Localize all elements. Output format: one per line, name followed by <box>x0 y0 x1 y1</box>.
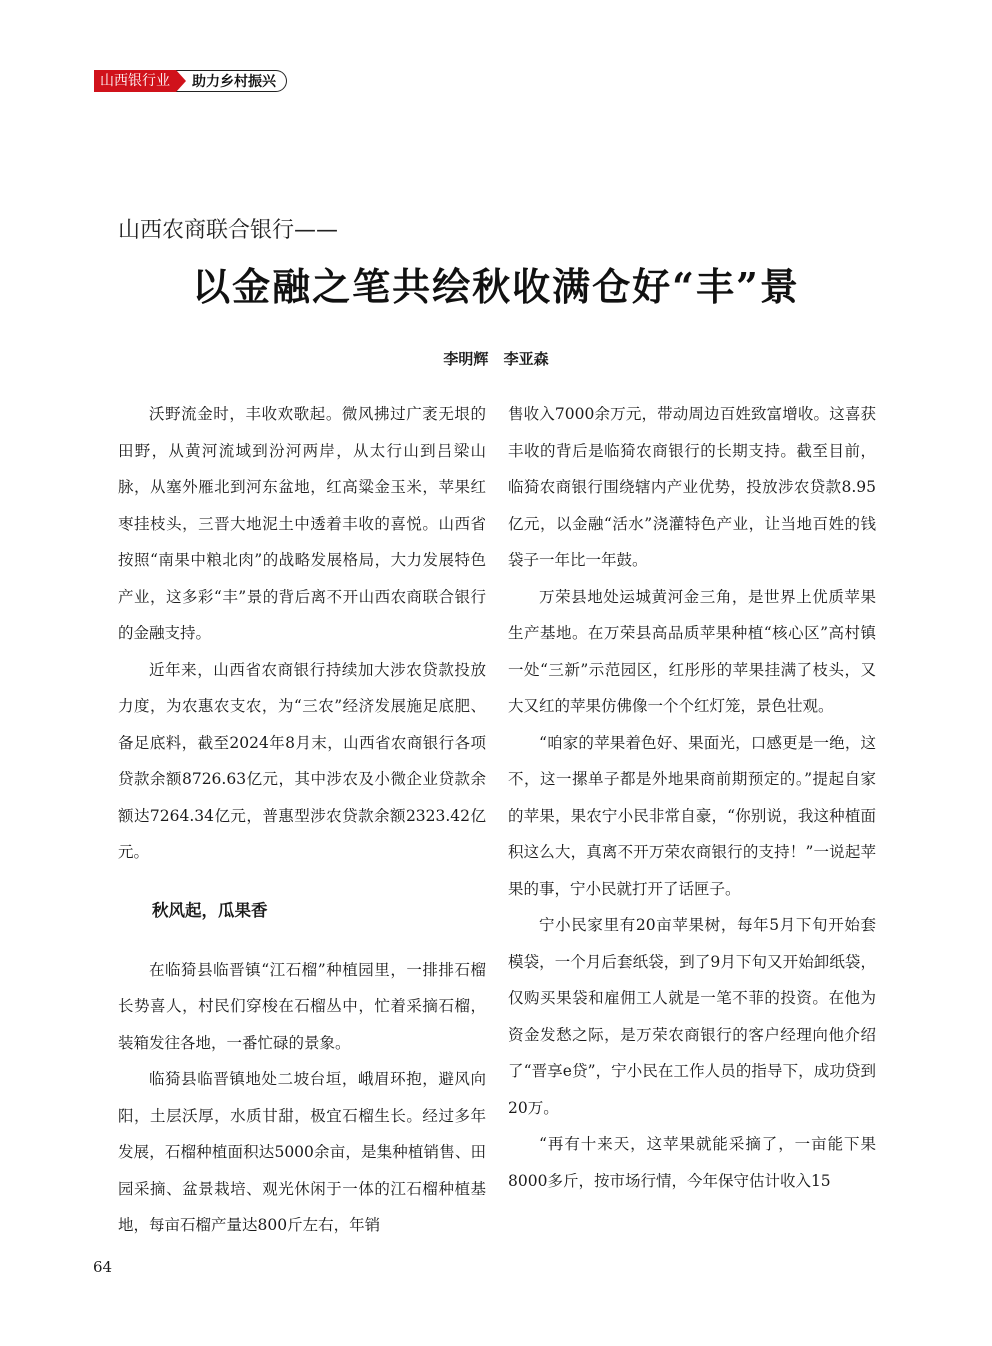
section-tag-text: 助力乡村振兴 <box>176 70 287 92</box>
article-title: 以金融之笔共绘秋收满仓好“丰”景 <box>192 264 800 309</box>
paragraph: 售收入7000余万元，带动周边百姓致富增收。这喜获丰收的背后是临猗农商银行的长期支持。截至目前，临猗农商银行围绕辖内产业优势，投放涉农贷款8.95亿元，以金融“活水”浇灌特色产业，让当地百姓的钱袋子一年比一年鼓。 <box>508 405 876 569</box>
section-tag <box>94 70 287 92</box>
paragraph: “再有十来天，这苹果就能采摘了，一亩能下果8000多斤，按市场行情，今年保守估计收入15 <box>508 1135 876 1190</box>
paragraph: 沃野流金时，丰收欢歌起。微风拂过广袤无垠的田野，从黄河流域到汾河两岸，从太行山到吕梁山脉，从塞外雁北到河东盆地，红高粱金玉米，苹果红枣挂枝头，三晋大地泥土中透着丰收的喜悦。山西省按照“南果中粮北肉”的战略发展格局，大力发展特色产业，这多彩“丰”景的背后离不开山西农商联合银行的金融支持。 <box>118 405 486 642</box>
paragraph: 近年来，山西省农商银行持续加大涉农贷款投放力度，为农惠农支农，为“三农”经济发展施足底肥、备足底料，截至2024年8月末，山西省农商银行各项贷款余额8726.63亿元，其中涉农及小微企业贷款余额达7264.34亿元，普惠型涉农贷款余额2323.42亿元。 <box>118 660 486 861</box>
paragraph: 宁小民家里有20亩苹果树，每年5月下旬开始套模袋，一个月后套纸袋，到了9月下旬又开始卸纸袋，仅购买果袋和雇佣工人就是一笔不菲的投资。在他为资金发愁之际，是万荣农商银行的客户经理向他介绍了“晋享e贷”，宁小民在工作人员的指导下，成功贷到20万。 <box>508 916 876 1117</box>
right-column <box>508 396 876 1199</box>
left-column <box>118 396 486 1244</box>
paragraph: 临猗县临晋镇地处二坡台垣，峨眉环抱，避风向阳，土层沃厚，水质甘甜，极宜石榴生长。经过多年发展，石榴种植面积达5000余亩，是集种植销售、田园采摘、盆景栽培、观光休闲于一体的江石榴种植基地，每亩石榴产量达800斤左右，年销 <box>118 1070 486 1234</box>
page-number: 64 <box>93 1258 113 1276</box>
section-heading: 秋风起，瓜果香 <box>152 900 268 920</box>
article-authors: 李明辉 李亚森 <box>443 350 549 368</box>
article-subtitle: 山西农商联合银行—— <box>118 218 339 243</box>
paragraph: 万荣县地处运城黄河金三角，是世界上优质苹果生产基地。在万荣县高品质苹果种植“核心区”高村镇一处“三新”示范园区，红彤彤的苹果挂满了枝头，又大又红的苹果仿佛像一个个红灯笼，景色壮观。 <box>508 587 876 715</box>
paragraph: “咱家的苹果着色好、果面光，口感更是一绝，这不，这一摞单子都是外地果商前期预定的。”提起自家的苹果，果农宁小民非常自豪，“你别说，我这种植面积这么大，真离不开万荣农商银行的支持！”一说起苹果的事，宁小民就打开了话匣子。 <box>508 733 876 898</box>
paragraph: 在临猗县临晋镇“江石榴”种植园里，一排排石榴长势喜人，村民们穿梭在石榴丛中，忙着采摘石榴，装箱发往各地，一番忙碌的景象。 <box>118 960 486 1052</box>
section-tag-red-label: 山西银行业 <box>94 70 176 92</box>
